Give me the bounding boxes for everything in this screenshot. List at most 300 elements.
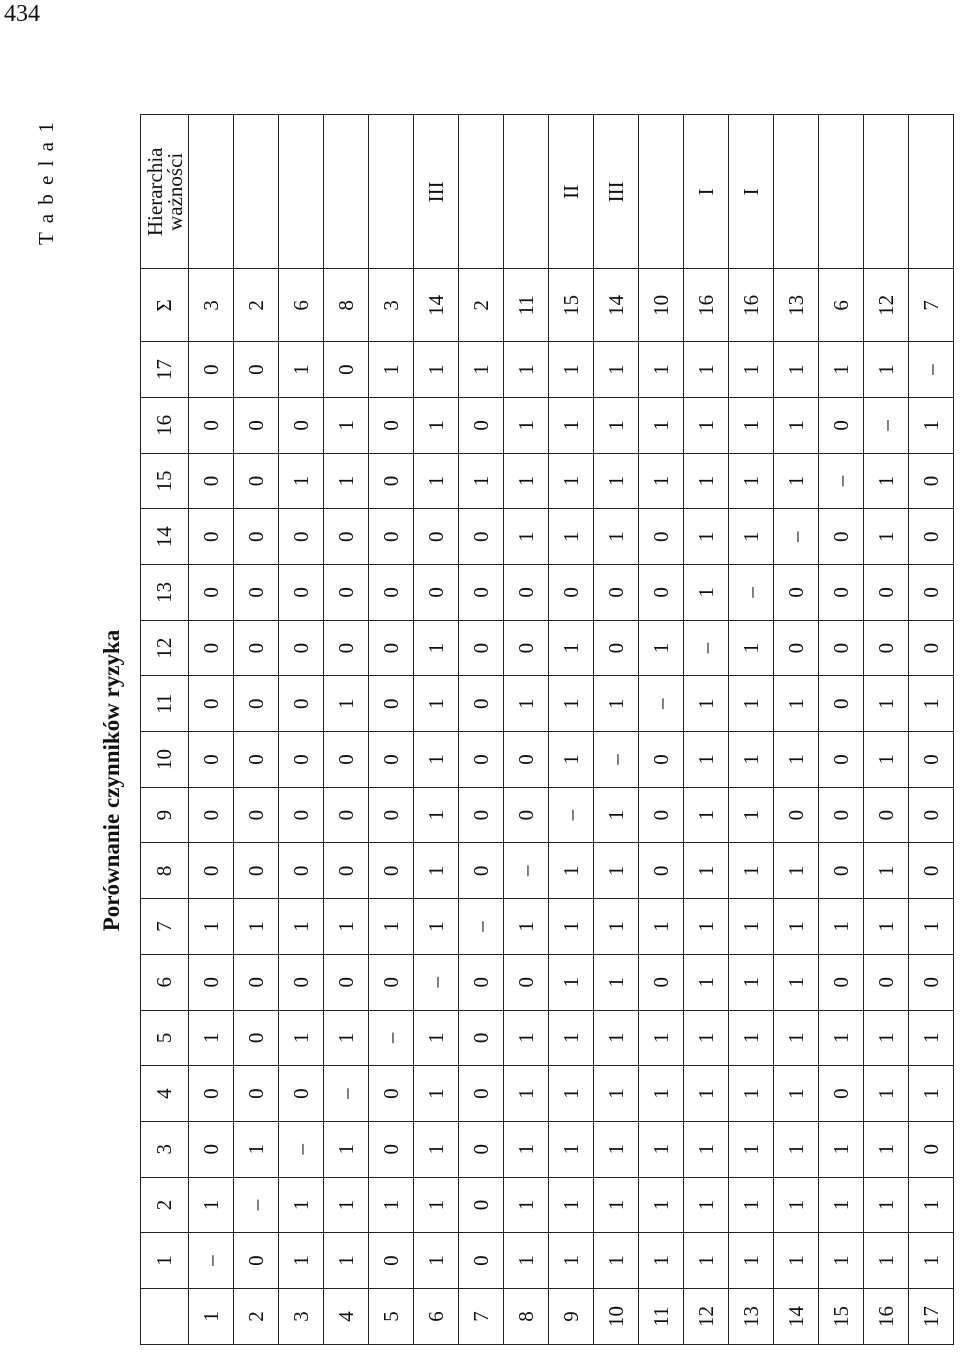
table-cell: 1 (774, 1066, 819, 1122)
table-cell: 0 (189, 843, 234, 899)
table-cell: 1 (639, 342, 684, 398)
table-row (234, 115, 279, 1345)
table-cell: – (504, 843, 549, 899)
table-cell: 1 (684, 453, 729, 509)
table-cell: 0 (774, 565, 819, 621)
column-header-17: 17 (141, 342, 189, 398)
table-cell: 0 (324, 620, 369, 676)
table-cell: 1 (504, 1010, 549, 1066)
table-cell: 0 (189, 676, 234, 732)
table-cell: 0 (324, 732, 369, 788)
table-cell: 1 (729, 1233, 774, 1289)
table-cell: 1 (414, 398, 459, 454)
table-cell: 1 (774, 1177, 819, 1233)
table-cell: 0 (234, 453, 279, 509)
table-cell: 0 (504, 620, 549, 676)
table-cell: – (279, 1121, 324, 1177)
table-cell: 0 (459, 954, 504, 1010)
table-cell: 0 (189, 787, 234, 843)
row-sum-cell: 15 (549, 269, 594, 342)
table-cell: 1 (414, 676, 459, 732)
table-cell: 1 (729, 509, 774, 565)
table-cell: 1 (684, 1066, 729, 1122)
row-header: 2 (234, 1289, 279, 1345)
table-cell: 0 (639, 565, 684, 621)
column-header-6: 6 (141, 954, 189, 1010)
table-cell: 0 (279, 620, 324, 676)
row-header: 15 (819, 1289, 864, 1345)
column-header-7: 7 (141, 899, 189, 955)
table-cell: 1 (594, 899, 639, 955)
table-cell: 1 (369, 899, 414, 955)
table-cell: 1 (639, 453, 684, 509)
table-cell: 1 (774, 1233, 819, 1289)
table-cell: 0 (369, 843, 414, 899)
column-header-14: 14 (141, 509, 189, 565)
table-cell: – (189, 1233, 234, 1289)
table-cell: 1 (774, 732, 819, 788)
table-cell: 1 (774, 1010, 819, 1066)
table-cell: 0 (369, 732, 414, 788)
row-header: 13 (729, 1289, 774, 1345)
table-cell: 0 (369, 954, 414, 1010)
table-cell: 1 (549, 342, 594, 398)
row-sum-cell: 6 (819, 269, 864, 342)
column-header-2: 2 (141, 1177, 189, 1233)
table-cell: 1 (504, 676, 549, 732)
table-cell: 1 (729, 843, 774, 899)
table-cell: 0 (864, 954, 909, 1010)
row-hierarchy-cell (279, 115, 324, 269)
table-cell: 1 (414, 620, 459, 676)
table-cell: 0 (459, 565, 504, 621)
table-cell: 1 (594, 954, 639, 1010)
table-cell: 1 (819, 899, 864, 955)
table-cell: 1 (234, 1121, 279, 1177)
table-cell: 0 (819, 954, 864, 1010)
table-cell: 0 (279, 398, 324, 454)
table-cell: 1 (504, 1121, 549, 1177)
table-cell: – (909, 342, 954, 398)
table-cell: 0 (189, 565, 234, 621)
table-cell: 1 (684, 787, 729, 843)
table-cell: 1 (414, 1010, 459, 1066)
table-cell: 1 (864, 1066, 909, 1122)
table-cell: – (864, 398, 909, 454)
row-header: 12 (684, 1289, 729, 1345)
table-cell: 0 (459, 509, 504, 565)
row-sum-cell: 11 (504, 269, 549, 342)
table-cell: 1 (909, 398, 954, 454)
table-cell: 0 (279, 1066, 324, 1122)
table-cell: 1 (504, 398, 549, 454)
table-cell: 1 (279, 1233, 324, 1289)
table-cell: 0 (324, 954, 369, 1010)
row-hierarchy-cell: III (594, 115, 639, 269)
table-cell: 1 (684, 1177, 729, 1233)
table-cell: 1 (639, 1010, 684, 1066)
table-cell: 0 (234, 342, 279, 398)
table-cell: 1 (549, 1177, 594, 1233)
table-cell: – (234, 1177, 279, 1233)
table-cell: 1 (729, 676, 774, 732)
table-cell: 1 (324, 1177, 369, 1233)
table-cell: 0 (459, 1121, 504, 1177)
table-cell: – (414, 954, 459, 1010)
table-cell: 0 (369, 453, 414, 509)
table-cell: 0 (234, 509, 279, 565)
table-cell: 1 (864, 1233, 909, 1289)
row-header: 5 (369, 1289, 414, 1345)
table-cell: 0 (189, 620, 234, 676)
row-sum-cell: 13 (774, 269, 819, 342)
table-row (684, 115, 729, 1345)
column-header-10: 10 (141, 732, 189, 788)
table-cell: 1 (729, 453, 774, 509)
row-hierarchy-cell: I (729, 115, 774, 269)
table-cell: 1 (729, 1177, 774, 1233)
row-sum-cell: 2 (459, 269, 504, 342)
table-cell: 0 (909, 1121, 954, 1177)
table-cell: 1 (684, 1121, 729, 1177)
table-cell: 0 (639, 732, 684, 788)
table-cell: 0 (819, 620, 864, 676)
table-cell: 0 (189, 342, 234, 398)
table-cell: 0 (459, 1010, 504, 1066)
row-hierarchy-cell: II (549, 115, 594, 269)
row-sum-cell: 14 (414, 269, 459, 342)
table-cell: 1 (864, 899, 909, 955)
table-cell: 1 (729, 1066, 774, 1122)
table-cell: 0 (819, 509, 864, 565)
table-cell: 1 (819, 1010, 864, 1066)
table-cell: 0 (459, 398, 504, 454)
table-cell: 0 (369, 676, 414, 732)
row-sum-cell: 7 (909, 269, 954, 342)
row-header: 1 (189, 1289, 234, 1345)
table-cell: 1 (459, 453, 504, 509)
table-cell: 1 (729, 732, 774, 788)
table-cell: 1 (414, 1177, 459, 1233)
table-cell: 0 (234, 1010, 279, 1066)
table-cell: 1 (909, 1233, 954, 1289)
table-cell: 1 (909, 899, 954, 955)
table-cell: 1 (279, 899, 324, 955)
table-cell: 1 (324, 899, 369, 955)
row-header: 16 (864, 1289, 909, 1345)
row-hierarchy-cell (189, 115, 234, 269)
table-cell: – (729, 565, 774, 621)
table-cell: 0 (774, 787, 819, 843)
table-cell: 0 (414, 509, 459, 565)
column-header-1: 1 (141, 1233, 189, 1289)
table-cell: 1 (684, 398, 729, 454)
row-header: 17 (909, 1289, 954, 1345)
table-cell: 1 (864, 1177, 909, 1233)
table-cell: 0 (459, 843, 504, 899)
row-sum-cell: 3 (369, 269, 414, 342)
table-cell: 1 (369, 1177, 414, 1233)
table-row (504, 115, 549, 1345)
table-cell: 1 (684, 899, 729, 955)
table-cell: 0 (369, 565, 414, 621)
header-corner-cell (141, 1289, 189, 1345)
table-cell: 1 (639, 1177, 684, 1233)
table-cell: 0 (864, 565, 909, 621)
table-cell: 1 (279, 453, 324, 509)
table-row (189, 115, 234, 1345)
row-hierarchy-cell (639, 115, 684, 269)
table-cell: – (594, 732, 639, 788)
table-cell: 0 (279, 509, 324, 565)
table-cell: 1 (594, 398, 639, 454)
table-cell: 1 (324, 1233, 369, 1289)
table-cell: 0 (234, 787, 279, 843)
table-cell: 1 (819, 1121, 864, 1177)
row-hierarchy-cell (234, 115, 279, 269)
table-cell: 1 (639, 620, 684, 676)
column-header-3: 3 (141, 1121, 189, 1177)
table-cell: 1 (594, 509, 639, 565)
table-cell: 1 (684, 676, 729, 732)
table-cell: 0 (234, 732, 279, 788)
table-cell: 1 (594, 1233, 639, 1289)
table-row (279, 115, 324, 1345)
table-cell: 1 (729, 398, 774, 454)
table-cell: 1 (909, 676, 954, 732)
table-cell: 1 (774, 899, 819, 955)
table-cell: – (324, 1066, 369, 1122)
row-hierarchy-cell: I (684, 115, 729, 269)
table-cell: 1 (549, 509, 594, 565)
row-header: 14 (774, 1289, 819, 1345)
table-row (864, 115, 909, 1345)
table-cell: 1 (864, 509, 909, 565)
table-cell: 1 (684, 565, 729, 621)
row-header: 10 (594, 1289, 639, 1345)
table-cell: 1 (594, 453, 639, 509)
table-cell: 1 (864, 1010, 909, 1066)
table-cell: 0 (234, 620, 279, 676)
table-cell: 1 (189, 1010, 234, 1066)
hierarchy-header-line2: ważności (162, 152, 187, 231)
table-cell: 1 (774, 342, 819, 398)
table-cell: 1 (864, 732, 909, 788)
row-header: 7 (459, 1289, 504, 1345)
row-sum-cell: 2 (234, 269, 279, 342)
row-hierarchy-cell (864, 115, 909, 269)
table-cell: 1 (504, 1066, 549, 1122)
table-cell: 0 (459, 732, 504, 788)
table-body (141, 115, 954, 1345)
page-number: 434 (4, 1, 40, 27)
table-cell: – (684, 620, 729, 676)
table-cell: – (639, 676, 684, 732)
table-cell: 1 (639, 1233, 684, 1289)
row-sum-cell: 10 (639, 269, 684, 342)
table-cell: 0 (774, 620, 819, 676)
hierarchy-header-line1: Hierarchia (142, 147, 167, 237)
row-sum-cell: 6 (279, 269, 324, 342)
table-cell: 1 (684, 1233, 729, 1289)
table-cell: 1 (324, 453, 369, 509)
table-cell: 1 (549, 1233, 594, 1289)
table-cell: 1 (279, 342, 324, 398)
table-cell: 0 (369, 787, 414, 843)
table-cell: 0 (819, 398, 864, 454)
table-cell: 0 (189, 954, 234, 1010)
column-header-4: 4 (141, 1066, 189, 1122)
table-cell: – (819, 453, 864, 509)
table-row (729, 115, 774, 1345)
table-cell: 0 (189, 398, 234, 454)
column-header-12: 12 (141, 620, 189, 676)
table-cell: 1 (639, 398, 684, 454)
table-cell: 0 (234, 676, 279, 732)
table-cell: 0 (279, 676, 324, 732)
table-cell: 0 (459, 676, 504, 732)
table-cell: 1 (189, 1177, 234, 1233)
table-cell: 0 (594, 565, 639, 621)
column-header-sum: Σ (141, 269, 189, 342)
table-cell: 1 (774, 453, 819, 509)
table-cell: 0 (414, 565, 459, 621)
table-cell: 1 (504, 899, 549, 955)
table-cell: 1 (594, 843, 639, 899)
table-cell: 1 (369, 342, 414, 398)
table-row (549, 115, 594, 1345)
table-cell: 0 (819, 1066, 864, 1122)
row-hierarchy-cell: III (414, 115, 459, 269)
table-cell: 1 (684, 509, 729, 565)
table-cell: 1 (324, 1010, 369, 1066)
table-cell: 1 (729, 899, 774, 955)
row-hierarchy-cell (909, 115, 954, 269)
table-cell: 0 (459, 1066, 504, 1122)
table-cell: 0 (549, 565, 594, 621)
table-cell: 0 (369, 398, 414, 454)
table-cell: 1 (594, 676, 639, 732)
table-cell: 1 (504, 1233, 549, 1289)
table-cell: 1 (504, 453, 549, 509)
table-cell: 1 (639, 1066, 684, 1122)
table-cell: 0 (369, 1066, 414, 1122)
table-cell: 1 (549, 732, 594, 788)
table-cell: 1 (504, 342, 549, 398)
table-cell: 0 (189, 732, 234, 788)
table-cell: – (369, 1010, 414, 1066)
row-header: 8 (504, 1289, 549, 1345)
table-cell: 1 (909, 1066, 954, 1122)
table-cell: 1 (729, 787, 774, 843)
table-row (909, 115, 954, 1345)
table-cell: 0 (324, 565, 369, 621)
table-cell: 0 (279, 787, 324, 843)
table-row (819, 115, 864, 1345)
table-cell: 1 (549, 899, 594, 955)
table-cell: 0 (864, 787, 909, 843)
column-header-hierarchy (141, 115, 189, 269)
row-hierarchy-cell (504, 115, 549, 269)
table-cell: 1 (594, 1121, 639, 1177)
row-hierarchy-cell (819, 115, 864, 269)
table-cell: 0 (819, 843, 864, 899)
table-cell: 1 (729, 342, 774, 398)
table-cell: 1 (504, 509, 549, 565)
table-cell: 1 (774, 843, 819, 899)
table-cell: 0 (234, 565, 279, 621)
table-cell: 1 (909, 1177, 954, 1233)
table-cell: 1 (594, 1177, 639, 1233)
table-cell: 1 (549, 676, 594, 732)
table-row (774, 115, 819, 1345)
table-cell: 0 (504, 732, 549, 788)
table-cell: 1 (729, 1010, 774, 1066)
table-cell: 1 (684, 342, 729, 398)
table-cell: 0 (189, 1121, 234, 1177)
column-header-5: 5 (141, 1010, 189, 1066)
table-cell: 0 (504, 787, 549, 843)
table-cell: 1 (864, 342, 909, 398)
table-cell: 1 (729, 620, 774, 676)
table-cell: 0 (459, 620, 504, 676)
table-cell: 1 (594, 1010, 639, 1066)
table-cell: 1 (549, 1066, 594, 1122)
table-row (414, 115, 459, 1345)
column-header-13: 13 (141, 565, 189, 621)
table-cell: 0 (369, 509, 414, 565)
table-cell: – (774, 509, 819, 565)
table-cell: 1 (414, 732, 459, 788)
table-cell: 0 (909, 620, 954, 676)
table-cell: 0 (189, 509, 234, 565)
row-sum-cell: 14 (594, 269, 639, 342)
table-cell: 0 (279, 954, 324, 1010)
column-header-16: 16 (141, 398, 189, 454)
row-sum-cell: 16 (684, 269, 729, 342)
table-row (639, 115, 684, 1345)
row-sum-cell: 8 (324, 269, 369, 342)
table-cell: 0 (189, 453, 234, 509)
table-cell: 0 (279, 732, 324, 788)
table-cell: 0 (819, 565, 864, 621)
table-cell: 0 (909, 732, 954, 788)
table-cell: 0 (324, 787, 369, 843)
table-cell: 1 (549, 843, 594, 899)
table-cell: 0 (639, 787, 684, 843)
table-cell: 1 (549, 398, 594, 454)
table-cell: 1 (414, 342, 459, 398)
table-cell: 1 (774, 398, 819, 454)
table-cell: 0 (594, 620, 639, 676)
table-cell: 0 (909, 954, 954, 1010)
row-header: 6 (414, 1289, 459, 1345)
risk-factor-comparison-table (140, 114, 954, 1345)
table-cell: 0 (459, 787, 504, 843)
table-cell: 0 (819, 787, 864, 843)
table-cell: 1 (684, 843, 729, 899)
table-cell: 0 (234, 954, 279, 1010)
table-cell: 0 (324, 509, 369, 565)
table-cell: 1 (189, 899, 234, 955)
table-cell: 1 (819, 342, 864, 398)
table-row (459, 115, 504, 1345)
table-cell: 1 (504, 1177, 549, 1233)
table-cell: 0 (279, 565, 324, 621)
table-cell: 0 (189, 1066, 234, 1122)
table-cell: 0 (639, 843, 684, 899)
table-row (369, 115, 414, 1345)
